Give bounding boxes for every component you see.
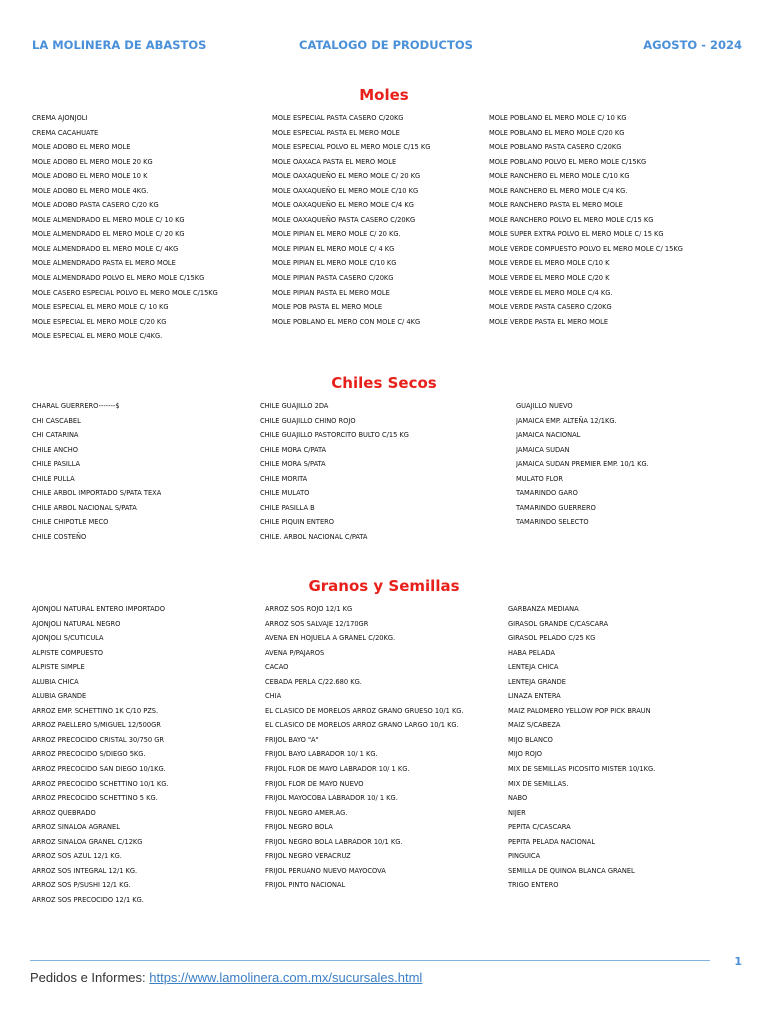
product-item: MOLE ADOBO PASTA CASERO C/20 KG [32, 200, 159, 210]
product-item: EL CLASICO DE MORELOS ARROZ GRANO GRUESO 10/1 KG. [265, 705, 464, 715]
product-item: MOLE VERDE EL MERO MOLE C/20 K [489, 273, 610, 283]
product-item: ALPISTE COMPUESTO [32, 647, 104, 657]
product-item: LENTEJA GRANDE [508, 676, 566, 686]
branches-link[interactable]: https://www.lamolinera.com.mx/sucursales.html [149, 970, 423, 985]
product-item: TAMARINDO GARO [516, 488, 578, 498]
product-item: MAIZ PALOMERO YELLOW POP PICK BRAUN [508, 705, 651, 715]
product-item: CHILE PULLA [32, 473, 75, 483]
product-item: MOLE POBLANO EL MERO MOLE C/ 10 KG [489, 113, 627, 122]
product-item: CHIA [265, 691, 282, 701]
product-item: MOLE ADOBO EL MERO MOLE 10 K [32, 171, 148, 181]
product-item: MOLE ALMENDRADO EL MERO MOLE C/ 10 KG [32, 214, 185, 224]
product-item: PINGUICA [508, 851, 541, 861]
product-column-granos-semillas-3 [508, 602, 655, 893]
product-item: JAMAICA NACIONAL [516, 430, 581, 440]
product-item: MOLE POBLANO PASTA CASERO C/20KG [489, 142, 622, 152]
product-item: CHILE PASILLA B [260, 502, 315, 512]
product-item: LINAZA ENTERA [508, 691, 561, 701]
product-item: FRIJOL NEGRO VERACRUZ [265, 851, 351, 861]
product-item: MOLE OAXAQUEÑO EL MERO MOLE C/ 20 KG [272, 171, 421, 181]
product-item: CHILE GUAJILLO PASTORCITO BULTO C/15 KG [260, 430, 409, 440]
product-item: PEPITA C/CASCARA [508, 822, 571, 832]
product-item: FRIJOL FLOR DE MAYO NUEVO [265, 778, 364, 788]
product-item: MIX DE SEMILLAS PICOSITO MISTER 10/1KG. [508, 764, 656, 774]
product-item: MOLE ADOBO EL MERO MOLE 20 KG [32, 156, 153, 166]
product-item: LENTEJA CHICA [508, 662, 559, 672]
product-item: MOLE VERDE COMPUESTO POLVO EL MERO MOLE C/ 15KG [489, 243, 683, 253]
product-item: FRIJOL NEGRO BOLA LABRADOR 10/1 KG. [265, 836, 403, 846]
product-item: ARROZ PRECOCIDO SCHETTINO 5 KG. [32, 793, 158, 803]
product-item: MOLE PIPIAN EL MERO MOLE C/10 KG [272, 258, 397, 268]
footer [30, 970, 422, 985]
product-item: MOLE PIPIAN EL MERO MOLE C/ 20 KG. [272, 229, 401, 239]
product-item: CREMA CACAHUATE [32, 127, 99, 137]
product-item: ARROZ SOS PRECOCIDO 12/1 KG. [32, 894, 144, 904]
product-item: NIJER [508, 807, 526, 817]
product-item: ALPISTE SIMPLE [32, 662, 85, 672]
product-item: ARROZ PAELLERO S/MIGUEL 12/500GR [32, 720, 161, 730]
catalog-title: CATALOGO DE PRODUCTOS [299, 38, 473, 52]
page-number: 1 [734, 955, 742, 968]
product-item: MOLE POB PASTA EL MERO MOLE [272, 302, 383, 312]
product-item: ARROZ SINALOA GRANEL C/12KG [32, 836, 143, 846]
product-item: ARROZ SOS AZUL 12/1 KG. [32, 851, 122, 861]
product-item: FRIJOL PINTO NACIONAL [265, 880, 346, 890]
product-item: MOLE POBLANO EL MERO MOLE C/20 KG [489, 127, 625, 137]
product-item: MOLE PIPIAN PASTA EL MERO MOLE [272, 287, 390, 297]
product-item: CHARAL GUERRERO-------$ [32, 401, 120, 410]
product-item: ARROZ SOS ROJO 12/1 KG [265, 604, 353, 613]
product-item: CHILE MORA S/PATA [260, 459, 326, 469]
product-column-chiles-secos-2 [260, 399, 409, 544]
product-item: MOLE RANCHERO EL MERO MOLE C/4 KG. [489, 185, 628, 195]
product-item: ARROZ PRECOCIDO CRISTAL 30/750 GR [32, 734, 165, 744]
product-item: GIRASOL GRANDE C/CASCARA [508, 618, 609, 628]
company-name: LA MOLINERA DE ABASTOS [32, 38, 207, 52]
product-item: CHI CASCABEL [32, 415, 81, 425]
product-column-moles-3 [489, 111, 683, 329]
product-item: JAMAICA EMP. ALTEÑA 12/1KG. [516, 415, 617, 425]
product-item: MOLE OAXAQUEÑO EL MERO MOLE C/10 KG [272, 185, 419, 195]
product-item: AJONJOLI S/CUTICULA [32, 633, 104, 643]
product-item: CHILE. ARBOL NACIONAL C/PATA [260, 531, 368, 541]
product-item: ARROZ EMP. SCHETTINO 1K C/10 PZS. [32, 705, 159, 715]
product-item: JAMAICA SUDAN PREMIER EMP. 10/1 KG. [516, 459, 649, 469]
product-item: MOLE ESPECIAL EL MERO MOLE C/4KG. [32, 331, 163, 341]
product-column-chiles-secos-3 [516, 399, 649, 530]
product-item: GARBANZA MEDIANA [508, 604, 579, 613]
catalog-date: AGOSTO - 2024 [643, 38, 742, 52]
product-item: CHILE GUAJILLO CHINO ROJO [260, 415, 356, 425]
product-item: MIX DE SEMILLAS. [508, 778, 569, 788]
product-item: ALUBIA CHICA [32, 676, 79, 686]
product-item: FRIJOL BAYO LABRADOR 10/ 1 KG. [265, 749, 378, 759]
product-item: GIRASOL PELADO C/25 KG [508, 633, 596, 643]
product-item: MOLE ADOBO EL MERO MOLE 4KG. [32, 185, 149, 195]
product-item: MIJO BLANCO [508, 734, 553, 744]
product-item: MOLE ALMENDRADO EL MERO MOLE C/ 4KG [32, 243, 179, 253]
product-item: AVENA P/PAJAROS [265, 647, 325, 657]
product-item: CEBADA PERLA C/22.680 KG. [265, 676, 362, 686]
product-column-granos-semillas-1 [32, 602, 168, 907]
product-item: MOLE VERDE PASTA CASERO C/20KG [489, 302, 612, 312]
product-item: CHILE ARBOL NACIONAL S/PATA [32, 502, 137, 512]
product-item: ARROZ QUEBRADO [32, 807, 96, 817]
product-item: MOLE VERDE EL MERO MOLE C/4 KG. [489, 287, 613, 297]
product-item: PEPITA PELADA NACIONAL [508, 836, 596, 846]
product-item: ARROZ SINALOA AGRANEL [32, 822, 120, 832]
product-item: FRIJOL BAYO "A" [265, 734, 319, 744]
product-item: EL CLASICO DE MORELOS ARROZ GRANO LARGO 10/1 KG. [265, 720, 459, 730]
product-item: MOLE VERDE EL MERO MOLE C/10 K [489, 258, 610, 268]
product-item: MOLE POBLANO EL MERO CON MOLE C/ 4KG [272, 316, 421, 326]
product-item: AVENA EN HOJUELA A GRANEL C/20KG. [265, 633, 396, 643]
product-item: CREMA AJONJOLI [32, 113, 88, 122]
product-column-granos-semillas-2 [265, 602, 464, 893]
product-item: ALUBIA GRANDE [32, 691, 87, 701]
product-item: MOLE ESPECIAL EL MERO MOLE C/ 10 KG [32, 302, 169, 312]
product-item: MOLE ESPECIAL POLVO EL MERO MOLE C/15 KG [272, 142, 431, 152]
product-item: JAMAICA SUDAN [516, 444, 570, 454]
page-header [0, 38, 768, 54]
product-column-moles-2 [272, 111, 430, 329]
product-item: MOLE RANCHERO EL MERO MOLE C/10 KG [489, 171, 630, 181]
product-item: MOLE OAXAQUEÑO EL MERO MOLE C/4 KG [272, 200, 414, 210]
product-item: MOLE ESPECIAL PASTA CASERO C/20KG [272, 113, 404, 122]
product-item: MAIZ S/CABEZA [508, 720, 561, 730]
product-item: CHILE PASILLA [32, 459, 81, 469]
product-item: TAMARINDO GUERRERO [516, 502, 596, 512]
product-item: CHILE CHIPOTLE MECO [32, 517, 109, 527]
product-item: NABO [508, 793, 528, 803]
product-item: CHILE MORITA [260, 473, 308, 483]
product-item: CHILE GUAJILLO 2DA [260, 401, 329, 410]
product-item: HABA PELADA [508, 647, 555, 657]
product-item: MOLE POBLANO POLVO EL MERO MOLE C/15KG [489, 156, 647, 166]
product-item: MOLE ESPECIAL PASTA EL MERO MOLE [272, 127, 400, 137]
product-item: MIJO ROJO [508, 749, 543, 759]
product-item: MOLE ESPECIAL EL MERO MOLE C/20 KG [32, 316, 167, 326]
product-item: GUAJILLO NUEVO [516, 401, 573, 410]
product-item: CHILE ARBOL IMPORTADO S/PATA TEXA [32, 488, 162, 498]
product-item: ARROZ SOS P/SUSHI 12/1 KG. [32, 880, 131, 890]
product-item: SEMILLA DE QUINOA BLANCA GRANEL [508, 865, 635, 875]
product-item: MOLE ADOBO EL MERO MOLE [32, 142, 131, 152]
product-item: TAMARINDO SELECTO [516, 517, 589, 527]
product-item: AJONJOLI NATURAL NEGRO [32, 618, 121, 628]
product-item: CHI CATARINA [32, 430, 79, 440]
section-title-chiles-secos: Chiles Secos [331, 374, 437, 392]
product-item: FRIJOL MAYOCOBA LABRADOR 10/ 1 KG. [265, 793, 398, 803]
section-title-moles: Moles [359, 86, 409, 104]
product-item: MULATO FLOR [516, 473, 563, 483]
product-item: CHILE ANCHO [32, 444, 79, 454]
product-item: MOLE VERDE PASTA EL MERO MOLE [489, 316, 609, 326]
product-item: AJONJOLI NATURAL ENTERO IMPORTADO [32, 604, 166, 613]
product-item: TRIGO ENTERO [508, 880, 559, 890]
product-item: CHILE PIQUIN ENTERO [260, 517, 335, 527]
product-item: CACAO [265, 662, 289, 672]
product-item: FRIJOL NEGRO BOLA [265, 822, 333, 832]
product-item: ARROZ SOS INTEGRAL 12/1 KG. [32, 865, 138, 875]
product-item: MOLE RANCHERO PASTA EL MERO MOLE [489, 200, 623, 210]
product-item: FRIJOL FLOR DE MAYO LABRADOR 10/ 1 KG. [265, 764, 410, 774]
product-item: MOLE ALMENDRADO PASTA EL MERO MOLE [32, 258, 176, 268]
product-item: FRIJOL PERUANO NUEVO MAYOCOVA [265, 865, 386, 875]
product-item: MOLE PIPIAN PASTA CASERO C/20KG [272, 273, 394, 283]
product-item: FRIJOL NEGRO AMER.AG. [265, 807, 348, 817]
product-item: MOLE PIPIAN EL MERO MOLE C/ 4 KG [272, 243, 395, 253]
product-item: ARROZ PRECOCIDO S/DIEGO 5KG. [32, 749, 146, 759]
product-column-chiles-secos-1 [32, 399, 161, 544]
product-item: MOLE ALMENDRADO EL MERO MOLE C/ 20 KG [32, 229, 185, 239]
product-item: CHILE COSTEÑO [32, 531, 87, 541]
product-item: MOLE SUPER EXTRA POLVO EL MERO MOLE C/ 15 KG [489, 229, 664, 239]
product-item: ARROZ SOS SALVAJE 12/170GR [265, 618, 369, 628]
product-column-moles-1 [32, 111, 218, 344]
section-title-granos-semillas: Granos y Semillas [308, 577, 460, 595]
product-item: MOLE OAXACA PASTA EL MERO MOLE [272, 156, 397, 166]
footer-label: Pedidos e Informes: [30, 970, 150, 985]
product-item: ARROZ PRECOCIDO SAN DIEGO 10/1KG. [32, 764, 166, 774]
footer-divider [30, 960, 710, 961]
product-item: MOLE CASERO ESPECIAL POLVO EL MERO MOLE C/15KG [32, 287, 218, 297]
product-item: MOLE RANCHERO POLVO EL MERO MOLE C/15 KG [489, 214, 654, 224]
product-item: MOLE OAXAQUEÑO PASTA CASERO C/20KG [272, 214, 416, 224]
product-item: CHILE MORA C/PATA [260, 444, 326, 454]
product-item: MOLE ALMENDRADO POLVO EL MERO MOLE C/15KG [32, 273, 205, 283]
product-item: ARROZ PRECOCIDO SCHETTINO 10/1 KG. [32, 778, 169, 788]
product-item: CHILE MULATO [260, 488, 310, 498]
